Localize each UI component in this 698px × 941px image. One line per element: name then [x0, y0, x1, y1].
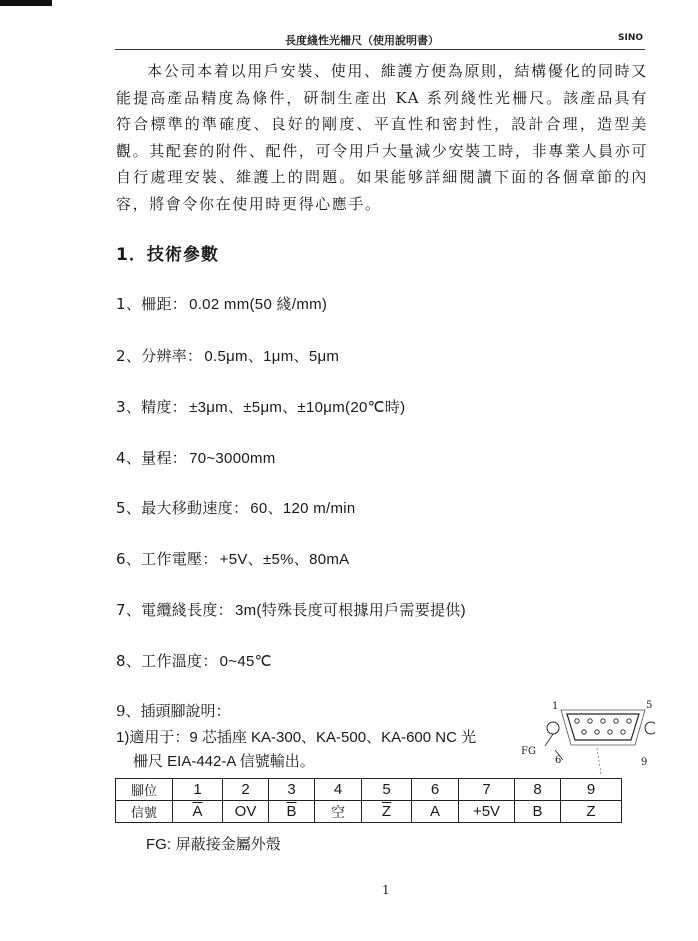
row-header-pin: 腳位 — [116, 779, 173, 801]
signal-cell: $\overline{A}$ — [192, 803, 203, 820]
pin-number-cell: 1 — [173, 779, 223, 801]
connector-label-1: 1 — [552, 701, 559, 712]
spec-item-cable-length — [116, 599, 466, 620]
pin-number-cell: 5 — [362, 779, 412, 801]
spec-number: 3、 — [116, 398, 142, 416]
row-header-signal: 信號 — [116, 801, 173, 823]
spec-value: +5V、±5%、80mA — [219, 551, 350, 568]
signal-cell: B — [532, 803, 543, 820]
spec-label: 分辨率： — [141, 347, 203, 365]
spec-label: 柵距： — [141, 295, 188, 313]
connector-label-5: 5 — [646, 700, 653, 711]
pin-section-title: 9、插頭腳說明： — [116, 702, 231, 720]
pin-description-line-1: 1)適用于：9 芯插座 KA-300、KA-500、KA-600 NC 光 — [116, 729, 477, 746]
spec-value: ±3μm、±5μm、±10μm(20℃時) — [189, 399, 406, 416]
signal-cell: 空 — [331, 804, 345, 821]
spec-label: 最大移動速度： — [141, 499, 249, 517]
fg-note-key: FG: — [146, 836, 171, 853]
intro-paragraph: 本公司本着以用戶安裝、使用、維護方便為原則，結構優化的同時又能提高產品精度為條件，研制生產出 KA 系列綫性光柵尺。該產品具有符合標準的準確度、良好的剛度、平直性和密封性，設計合理，造型美觀。其配套的附件、配件，可令用戶大量減少安裝工時，非專業人員亦可自行處理安裝、維護上的問題。如果能够詳細閱讀下面的各個章節的內容，將會令你在使用時更得心應手。 — [116, 62, 648, 213]
spec-item-pitch — [116, 293, 327, 314]
signal-cell: Z — [586, 803, 596, 820]
spec-label: 工作溫度： — [141, 652, 218, 670]
section-title-specs: 1．技術參數 — [116, 245, 219, 265]
db9-connector-diagram — [515, 700, 655, 775]
signal-cell: +5V — [472, 803, 501, 820]
signal-cell: OV — [234, 803, 257, 820]
header-divider — [115, 49, 645, 50]
signal-cell: A — [429, 803, 440, 820]
spec-item-voltage — [116, 548, 349, 569]
spec-label: 精度： — [141, 398, 188, 416]
header-brand: SINO — [617, 33, 643, 43]
table-row-signals — [116, 801, 622, 823]
pin-number-cell: 7 — [459, 779, 515, 801]
header-title: 長度綫性光柵尺（使用說明書） — [285, 34, 439, 47]
spec-number: 5、 — [116, 499, 142, 517]
signal-cell: $\overline{Z}$ — [381, 803, 392, 820]
pin-hole — [601, 719, 605, 723]
spec-label: 電纜綫長度： — [141, 601, 233, 619]
pin-hole — [614, 719, 618, 723]
pin-number-cell: 6 — [412, 779, 459, 801]
pin-number-cell: 2 — [223, 779, 269, 801]
spec-value: 70~3000mm — [189, 450, 276, 467]
pin-description-line-2: 柵尺 EIA-442-A 信號輸出。 — [133, 753, 315, 770]
mount-hole-right — [645, 722, 655, 734]
pin-number-cell: 4 — [315, 779, 362, 801]
spec-number: 8、 — [116, 652, 142, 670]
pin-hole — [627, 719, 631, 723]
spec-value: 0~45℃ — [219, 653, 272, 670]
intro-section — [116, 58, 648, 217]
connector-label-fg: FG — [521, 746, 536, 757]
spec-number: 6、 — [116, 550, 142, 568]
spec-number: 7、 — [116, 601, 142, 619]
spec-number: 1、 — [116, 295, 142, 313]
page-header — [115, 32, 643, 48]
pin-assignment-table — [115, 778, 622, 823]
pin-description — [116, 726, 506, 774]
spec-value: 3m(特殊長度可根據用戶需要提供) — [234, 602, 466, 619]
spec-label: 工作電壓： — [141, 550, 218, 568]
table-row-pins — [116, 779, 622, 801]
spec-item-resolution — [116, 345, 339, 366]
fg-note-text: 屏蔽接金屬外殼 — [175, 835, 281, 853]
pin-number-cell: 3 — [269, 779, 315, 801]
connector-label-6: 6 — [555, 755, 562, 766]
pin-number-cell: 9 — [561, 779, 622, 801]
spec-item-temperature — [116, 650, 272, 671]
spec-item-range — [116, 447, 276, 468]
pin-leader-dashed — [597, 748, 601, 774]
spec-item-accuracy — [116, 396, 405, 417]
spec-value: 60、120 m/min — [250, 500, 356, 517]
spec-label: 量程： — [141, 449, 188, 467]
connector-shell — [567, 714, 639, 740]
pin-hole — [621, 730, 625, 734]
pin-hole — [575, 719, 579, 723]
spec-number: 2、 — [116, 347, 142, 365]
page-number: 1 — [382, 883, 390, 897]
connector-label-9: 9 — [641, 757, 648, 768]
pin-number-cell: 8 — [515, 779, 561, 801]
fg-note — [146, 833, 281, 854]
pin-hole — [608, 730, 612, 734]
spec-value: 0.02 mm(50 綫/mm) — [189, 296, 328, 313]
spec-item-max-speed — [116, 497, 356, 518]
fg-leader-line — [545, 734, 553, 746]
spec-number: 4、 — [116, 449, 142, 467]
pin-hole — [595, 730, 599, 734]
corner-scan-mark — [0, 0, 52, 6]
mount-hole-left — [547, 722, 559, 734]
signal-cell: $\overline{B}$ — [286, 803, 297, 820]
spec-value: 0.5μm、1μm、5μm — [204, 348, 340, 365]
pin-hole — [588, 719, 592, 723]
pin-hole — [582, 730, 586, 734]
